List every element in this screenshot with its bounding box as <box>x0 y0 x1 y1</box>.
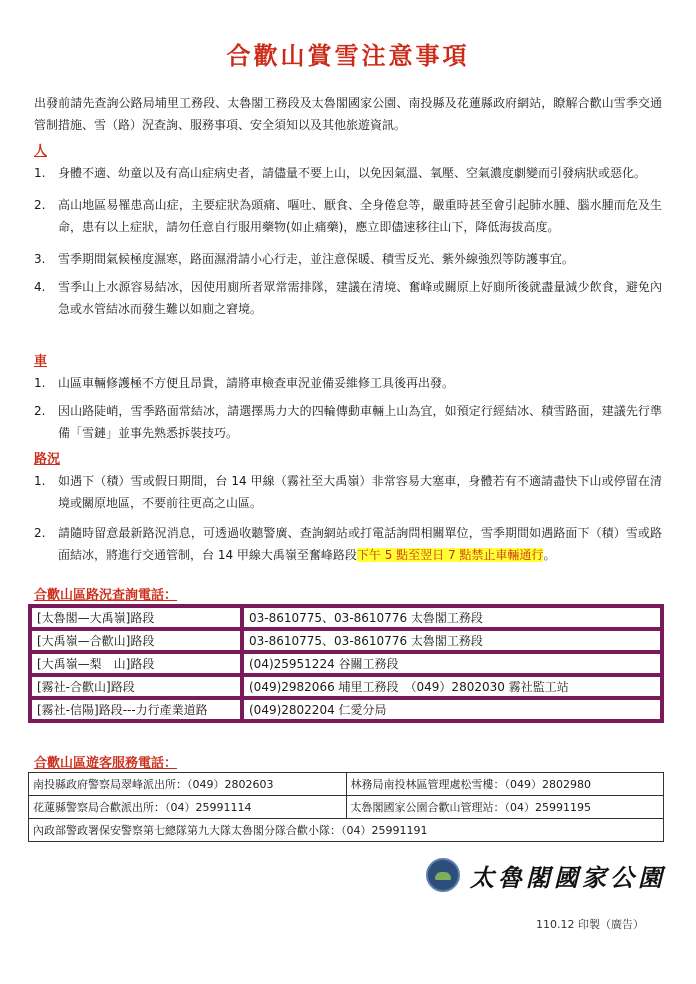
service-cell: 林務局南投林區管理處松雪樓：（049）2802980 <box>346 773 664 796</box>
segment-cell: [霧社-信陽]路段---力行產業道路 <box>30 698 242 721</box>
item-text-end: 。 <box>543 548 556 562</box>
park-logo-text: 太魯閣國家公園 <box>470 862 666 892</box>
item-text: 請隨時留意最新路況消息，可透過收聽警廣、查詢網站或打電話詢問相關單位，雪季期間如遇路面下（積）雪或路面結冰，將進行交通管制，台 14 甲線大禹嶺至奮峰路段 <box>58 526 662 562</box>
table-row <box>30 629 662 652</box>
service-cell: 南投縣政府警察局翠峰派出所：（049）2802603 <box>29 773 347 796</box>
list-item <box>34 162 662 184</box>
list-item <box>34 470 662 514</box>
item-number: 2. <box>34 526 46 540</box>
phone-cell: (049)2802204 仁愛分局 <box>242 698 662 721</box>
list-item <box>34 276 662 320</box>
item-number: 2. <box>34 404 46 418</box>
segment-cell: [霧社-合歡山]路段 <box>30 675 242 698</box>
intro-paragraph: 出發前請先查詢公路局埔里工務段、太魯閣工務段及太魯閣國家公園、南投縣及花蓮縣政府網站，瞭解合歡山雪季交通管制措施、雪（路）況查詢、服務事項、安全須知以及其他旅遊資訊。 <box>34 96 662 132</box>
item-text: 因山路陡峭，雪季路面常結冰，請選擇馬力大的四輪傳動車輛上山為宜，如預定行經結冰、積雪路面，建議先行準備「雪鏈」並事先熟悉拆裝技巧。 <box>58 404 662 440</box>
item-text: 雪季山上水源容易結冰，因使用廁所者眾常需排隊，建議在清境、奮峰或關原上好廁所後就盡量減少飲食，避免內急或水管結冰而發生難以如廁之窘境。 <box>58 280 662 316</box>
segment-cell: [大禹嶺—合歡山]路段 <box>30 629 242 652</box>
item-text: 如遇下（積）雪或假日期間，台 14 甲線（霧社至大禹嶺）非常容易大塞車，身體若有不適請盡快下山或停留在清境或關原地區，不要前往更高之山區。 <box>58 474 662 510</box>
highlighted-restriction: 下午 5 點至翌日 7 點禁止車輛通行 <box>356 548 544 562</box>
visitor-phone-table <box>28 772 664 842</box>
item-number: 3. <box>34 252 46 266</box>
phone-cell: 03-8610775、03-8610776 太魯閣工務段 <box>242 629 662 652</box>
service-cell: 太魯閣國家公園合歡山管理站：（04）25991195 <box>346 796 664 819</box>
phone-cell: (049)2982066 埔里工務段 （049）2802030 霧社監工站 <box>242 675 662 698</box>
section-heading-vehicle: 車 <box>34 354 48 369</box>
item-number: 2. <box>34 198 46 212</box>
table-row <box>30 698 662 721</box>
table-row <box>29 819 664 842</box>
road-phone-table <box>28 604 664 723</box>
service-cell: 花蓮縣警察局合歡派出所：（04）25991114 <box>29 796 347 819</box>
park-logo <box>426 858 666 892</box>
print-note: 110.12 印製（廣告） <box>536 918 644 931</box>
table-row <box>30 606 662 629</box>
visitor-phone-heading: 合歡山區遊客服務電話： <box>34 756 178 771</box>
page-title: 合歡山賞雪注意事項 <box>226 42 470 70</box>
vehicle-list <box>34 372 662 444</box>
section-heading-road: 路況 <box>34 452 61 467</box>
item-number: 4. <box>34 280 46 294</box>
list-item <box>34 400 662 444</box>
road-phone-heading: 合歡山區路況查詢電話： <box>34 588 178 603</box>
phone-cell: 03-8610775、03-8610776 太魯閣工務段 <box>242 606 662 629</box>
list-item <box>34 194 662 238</box>
item-number: 1. <box>34 166 46 180</box>
service-cell: 內政部警政署保安警察第七總隊第九大隊太魯閣分隊合歡小隊：（04）25991191 <box>29 819 664 842</box>
people-list <box>34 162 662 320</box>
park-emblem-icon <box>426 858 460 892</box>
phone-cell: (04)25951224 谷關工務段 <box>242 652 662 675</box>
list-item <box>34 522 662 566</box>
item-text: 高山地區易罹患高山症，主要症狀為頭痛、嘔吐、厭食、全身倦怠等，嚴重時甚至會引起肺水腫、腦水腫而危及生命，患有以上症狀，請勿任意自行服用藥物(如止痛藥)，應立即儘速移往山下，降低海拔高度。 <box>58 198 662 234</box>
list-item <box>34 372 662 394</box>
list-item <box>34 248 662 270</box>
table-row <box>29 773 664 796</box>
segment-cell: [太魯閣—大禹嶺]路段 <box>30 606 242 629</box>
table-row <box>30 652 662 675</box>
item-number: 1. <box>34 474 46 488</box>
item-text: 身體不適、幼童以及有高山症病史者，請儘量不要上山，以免因氣溫、氧壓、空氣濃度劇變而引發病狀或惡化。 <box>58 166 647 180</box>
road-list <box>34 470 662 566</box>
table-row <box>29 796 664 819</box>
item-text: 雪季期間氣候極度濕寒，路面濕滑請小心行走，並注意保暖、積雪反光、紫外線強烈等防護事宜。 <box>58 252 575 266</box>
segment-cell: [大禹嶺—梨 山]路段 <box>30 652 242 675</box>
item-number: 1. <box>34 376 46 390</box>
table-row <box>30 675 662 698</box>
item-text: 山區車輛修護極不方便且昂貴，請將車檢查車況並備妥維修工具後再出發。 <box>58 376 455 390</box>
section-heading-people: 人 <box>34 144 48 159</box>
